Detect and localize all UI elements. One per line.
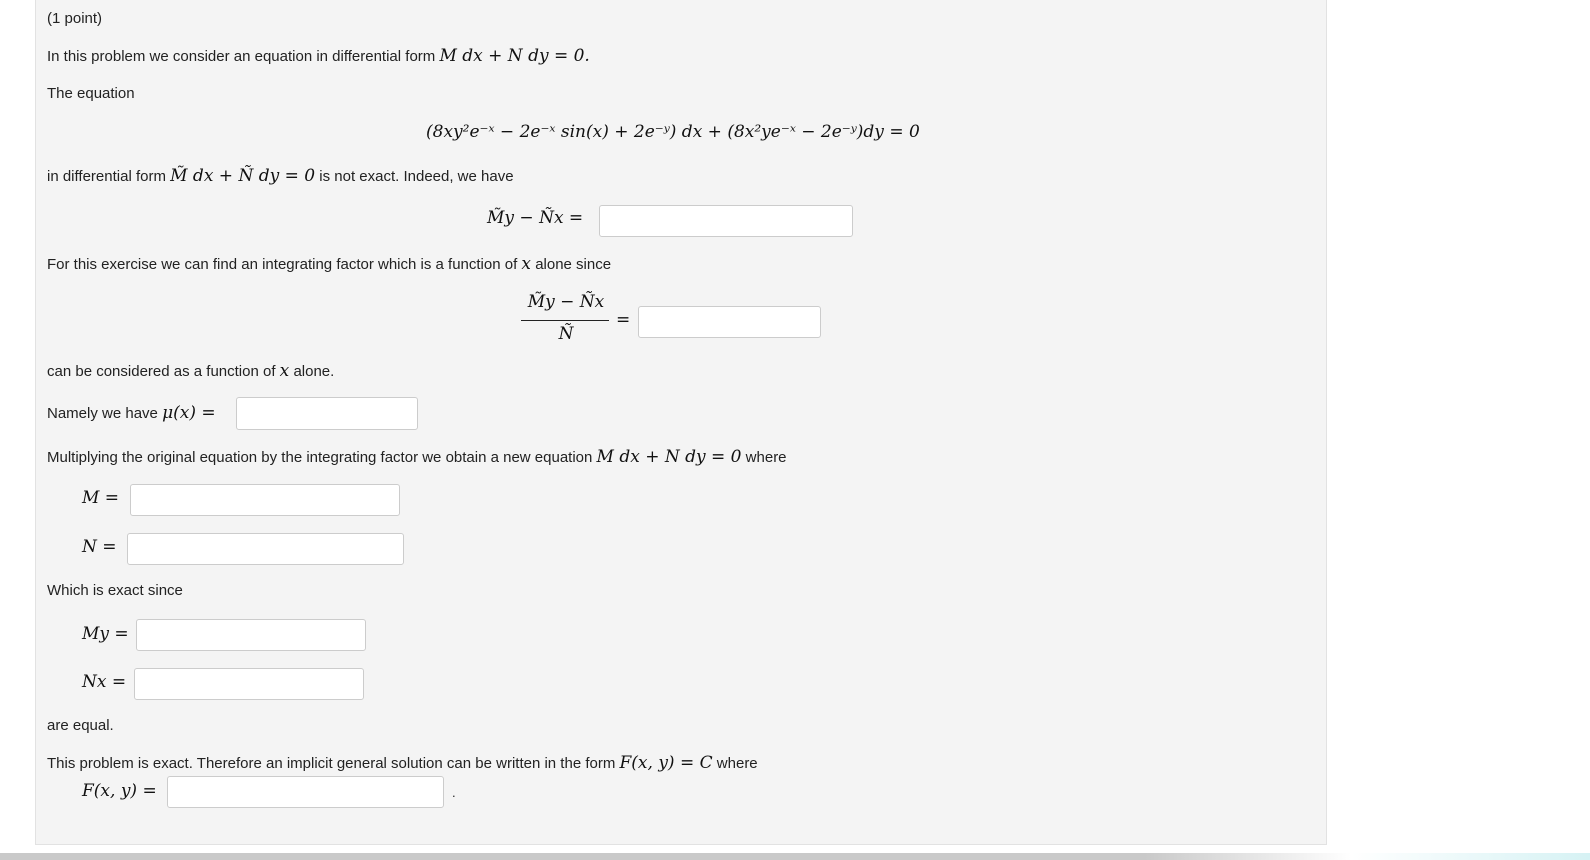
not-exact-prefix: in differential form <box>47 168 166 185</box>
Nx-label: Nx = <box>82 672 127 692</box>
general-solution-text <box>47 753 758 773</box>
multiply-math: M dx + N dy = 0 <box>596 447 742 467</box>
mu-math: μ(x) = <box>162 403 216 423</box>
mu-text <box>47 403 216 423</box>
multiply-suffix: where <box>745 449 787 466</box>
not-exact-math: M̃ dx + Ñ dy = 0 <box>170 166 316 186</box>
diff-label: M̃y − Ñx = <box>487 208 584 228</box>
multiply-prefix: Multiplying the original equation by the integrating factor we obtain a new equation <box>47 449 593 466</box>
function-alone-suffix: alone. <box>293 363 335 380</box>
diff-answer-input[interactable] <box>599 205 853 237</box>
N-label: N = <box>82 537 117 557</box>
integrating-text <box>47 254 611 274</box>
intro-prefix: In this problem we consider an equation in differential form <box>47 48 436 65</box>
mu-prefix: Namely we have <box>47 405 158 422</box>
the-equation-label: The equation <box>47 85 135 102</box>
are-equal-text: are equal. <box>47 717 114 734</box>
general-suffix: where <box>716 755 758 772</box>
My-answer-input[interactable] <box>136 619 366 651</box>
general-prefix: This problem is exact. Therefore an implicit general solution can be written in the form <box>47 755 616 772</box>
M-answer-input[interactable] <box>130 484 400 516</box>
fraction-denominator: Ñ <box>558 324 574 344</box>
function-alone-prefix: can be considered as a function of <box>47 363 276 380</box>
points-label: (1 point) <box>47 10 103 27</box>
fraction-bar <box>521 320 609 321</box>
exact-since-text: Which is exact since <box>47 582 183 599</box>
integrating-var: x <box>521 254 532 274</box>
intro-math: M dx + N dy = 0. <box>439 46 590 66</box>
F-label: F(x, y) = <box>82 781 157 801</box>
My-label: My = <box>82 624 129 644</box>
not-exact-suffix: is not exact. Indeed, we have <box>319 168 514 185</box>
fraction-numerator: M̃y − Ñx <box>527 292 605 312</box>
integrating-prefix: For this exercise we can find an integrating factor which is a function of <box>47 256 518 273</box>
M-label: M = <box>82 488 120 508</box>
multiply-text <box>47 447 787 467</box>
function-alone-var: x <box>279 361 290 381</box>
Nx-answer-input[interactable] <box>134 668 364 700</box>
not-exact-text <box>47 166 514 186</box>
horizontal-scrollbar[interactable] <box>0 853 1590 860</box>
integrating-suffix: alone since <box>535 256 612 273</box>
N-answer-input[interactable] <box>127 533 404 565</box>
function-alone-text <box>47 361 334 381</box>
mu-answer-input[interactable] <box>236 397 418 430</box>
ratio-answer-input[interactable] <box>638 306 821 338</box>
fraction-equals: = <box>616 310 631 330</box>
trailing-dot: . <box>452 785 456 800</box>
general-math: F(x, y) = C <box>619 753 713 773</box>
intro-text <box>47 46 590 66</box>
problem-panel <box>35 0 1327 845</box>
F-answer-input[interactable] <box>167 776 444 808</box>
main-equation: (8xy²e⁻ˣ − 2e⁻ˣ sin(x) + 2e⁻ʸ) dx + (8x²ye⁻ˣ − 2e⁻ʸ)dy = 0 <box>426 122 920 142</box>
